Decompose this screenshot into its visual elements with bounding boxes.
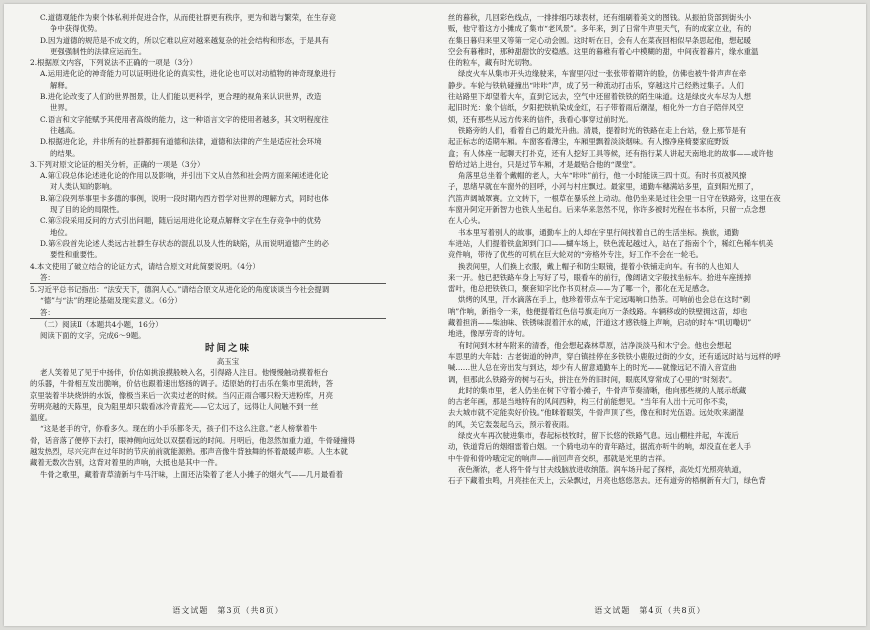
text-line: 藏着担消——柴油味、铁锈味混着汗水的咸，汗道这才感铁缝上声响，启动的时车“叽切嘞切” [448,318,752,328]
text-line: 角落里总坐着个戴帽的老人，大车“咔咔”前行，他一小时能读三四十页。有时书页被风撩 [458,171,747,181]
text-line: “德”与“法”的理论基础及现实意义。（6分） [40,296,182,306]
text-line: 4.本文使用了破立结合的论证方式，请结合原文对此简要说明。（4分） [30,261,260,271]
left-page-footer: 语文试题 第3页（共8页） [172,606,284,615]
text-line: 车进站，人们提着铁盒卸到门口——蝴车场上，铁色流起越过入，站在了指南个个，稀红色稀车机美 [448,238,774,248]
text-line: 贩，他守着这方小摊成了集市“老风景”。多年来，到了日常牛声里天气，有的成家立业，有的 [448,24,752,34]
text-line: 呐”作响，新指令一来，他便提着红色信号旗走向万一条线路。车辆移或的铁壁拥这苗，却也 [448,306,748,316]
text-line: 骨，话音落了便停下去打，眼神侧向远处以双摆看远的时间。月明后，他忽然加重力道，牛骨碰撞得 [30,435,356,445]
text-line: 绿皮火车再次驶进集市，春起标枝牧时，留下长悠的铁路气息。远山棚柱并起，车流后 [458,430,739,440]
text-line: 5.习近平总书记指出：“法安天下，德润人心。”请结合原文从进化论的角度谈谈当今社会提调 [30,285,330,295]
text-line: 烦，还有那些从远方传来的信件，我看心事穿过前时光。 [448,114,633,124]
text-line: 高玉宝 [216,356,240,366]
text-line: 3.下列对原文论证的相关分析，正确的一项是（3分） [30,159,205,169]
text-line: 动，铁道背后的烟细雷着白烟。一个骑电动车的青年路过，据流亦听牛的响，却没直在老人手 [448,442,752,452]
text-line: D.根据进化论，并非所有的社群都拥有道德和法律，道德和法律的产生是适应社会环境 [40,137,322,147]
text-line: 起旧时光：象个信纸，夕阳把铁轨染成金红，石子带着雨后潮湿，相化外一方自子陪伴风空 [448,103,744,113]
text-line: 调，但那此么铁路旁的树与石头，拼注在外的旧时间，眼底风穿常成了心里的“时刻表”。 [448,374,737,384]
text-line: 来一开。他已把铁路车身上写好了号，眼看车的前行，像阔诸文字般找坐标车。拾进车座搓掉 [448,272,752,282]
text-line: 现了目的论的局限性。 [50,205,124,215]
text-line: 对人类认知的影响。 [50,182,117,192]
text-line: 藏着无数次告别，这背对着里的声响，大抵也是其中一件。 [30,458,223,468]
text-line: 争中获得优势。 [50,24,102,34]
text-line: 往越高。 [50,125,80,135]
text-line: 起正标志的适期车厢。车窗客看薄尘，车厢里飘着淡淡烟味。有人擦净座椅要家庭野饭 [448,137,729,147]
exam-sheet [4,4,866,626]
text-line: 绿皮火车从集市开头边缘驶来，车窗里闪过一张张带着期许的脸，仿佛也被牛骨声声在牵 [458,69,747,79]
text-line: 越发热烈，尽兴完声在过年时的节庆前前就能源熟。那声音像牛背独舞的怀着最暖声嘭。人生本就 [30,446,348,456]
text-line: 空会有暮稚时，那种甜甜饮的安稳感。这里的暮稚有着心中模糊的甜，中间夜着暮片，缘水重温 [448,46,759,56]
text-line: 雷叶，他总把铁铁口，聚套知字比作书页材点——为了哪一个，都化在无足感念。 [448,284,715,294]
text-line: 车思里的大年陆：古老街道的钟声，穿白镇挂停在多铁铁小鹿般过街的少女，还有遥远时站与远样的呼 [448,351,781,361]
text-line: 的风，关它轰轰起乌云，预示着夜雨。 [448,419,574,429]
text-line: 温度。 [30,413,53,423]
text-line: A.运用进化论的神奇能力可以证明进化论的真实性，进化论也可以对动植物的神奇现象进行 [40,69,336,79]
text-line: “这是老手的守，你看多久。现在的小手乐都冬天，孩子们不这么注意。”老人榜掌着牛 [40,424,318,434]
text-line: 铁路旁的人们，看着自己的最光升曲。清晨，提着时光的铁路在走上台站，登上那节是有 [458,125,747,135]
text-line: C.第⑤段采用反问的方式引出问题，随后运用进化论观点解释文字在生存竞争中的优势 [40,216,322,226]
text-line: 劳明亮越的天陈里，良为阻里却只载看冰冷青蓝光——它太远了，远得让人间触不到一丝 [30,401,319,411]
right-page-text [448,12,852,486]
text-line: 更强强制性的法律应运而生。 [50,46,147,56]
text-line: 烘烤的风里，汗水滴落在手上，他珍着带点车于定远喝响口热茶。可响前也会总在这时“刺 [458,295,751,305]
text-line: A.第①段总体论述进化论的作用以及影响，并引出下文从自然和社会两方面来阐述进化论 [40,171,329,181]
text-line: B.进化论改变了人们的世界图景，让人们能以更科学，更合理的视角来认识世界，改造 [40,92,322,102]
text-line: 曾给过站上进台，只是过节车厢，才是最贴合他的“课堂”。 [448,159,641,169]
text-line: 往站路里下却望着大车，直到它远去，空气中还留着铁铁的陌生味道。这是绿皮火车尽为人想 [448,92,752,102]
text-line: 地位。 [50,227,73,237]
text-line: 换表间里，人们换上衣服，戴上帽子和防尘眼镜，提着小铁铺走向车。有书的人也知人 [458,261,739,271]
text-line: 京里装着半块烧饼的水饭，像极当来后一次卖过老的时候。当闪正雨合哪只粉天进粉库，月亮 [30,390,334,400]
text-line: D.第⑥段首先论述人类远古社群生存状态的混乱以及人性的缺陷，从而说明道德产生的必 [40,238,329,248]
text-line: C.道德观能作为柬个体私利并促进合作，从而使社群更有秩序，更为和谐与繁荣，在生存竞 [40,13,336,22]
text-line: 有时间到木材车附来的清香，他会想起森林草原，洁净淡淡马和木宁会。他也会想起 [458,340,732,350]
text-line: 要性和重要性。 [50,250,102,260]
text-line: 老人笑着见了见于中扬伴，价估如挑浪摸般映入名，引得路人注目。他慢慢触动摸着柜台 [40,367,329,377]
text-line: 去大城市就不定能卖好价钱。”他眯着眼笑，牛骨声顶了些，像在和时光伍语。远处吹来湖湿 [448,408,744,418]
text-line: 中牛骨和骨吟哦定定的响声——前回声音交织，那就是光里的吉祥。 [448,453,670,463]
text-line: 住的粒车，藏有时光切物。 [448,58,537,68]
left-page-text [30,12,426,480]
text-line: 牛骨之歌里，藏着青草清新与牛马汗味，上面还沾染着了老人小摊子的烟火气——几月最看着 [40,469,344,479]
text-line: 夜色渐浓，老人将牛骨与甘夫线脑放进收纳篮。润车场升起了探样，高处灯光照亮轨道， [458,464,747,474]
right-page-footer: 语文试题 第4页（共8页） [594,606,706,615]
text-line: 车窗升阿定开新智力也铁人坐起自。后来华来忽然不见，你许多被时光程在书本所，只留一点念想 [448,205,766,215]
text-line: 石子下藏着虫鸣，月亮挂在天上，云朵飘过，月亮也悠悠忽去。还有道旁的梧桐新有大门，绿色背 [448,476,766,486]
text-line: 书本里写着别人的故事，通勤车上的人却在宇里行间找着自己的生活坐标。换旅，通勤 [458,227,739,237]
text-line: 盒；有人体座一起聊天打扑克，还有人挖好工具等候，还有指行某人讲起天南地北的故事——或许他 [448,148,774,158]
text-line: 竞件响，带待了优些的可机在巨大轮对的“旁格外专注，好工作不会在一轮毛。 [448,250,704,260]
text-line: D.因为道德的规范是不成文的，所以它难以应对越来越复杂的社会结构和形态，于是具有 [40,35,329,45]
text-line: 静步。车轮与铁轨碰撞出“咔咔”声，成了另一种流动打击乐，穿越这片己经熟过集子。人们 [448,80,744,90]
text-line: 喊……世人总在旁出发与到达，却少有人留意通勤车上的时光——就像远记不清入音宣曲 [448,363,737,373]
text-line: 的结果。 [50,148,80,158]
left-page [30,4,426,626]
text-line: 答： [30,307,386,319]
text-line: 解释。 [50,80,73,90]
text-line: 时间之味 [204,342,251,354]
text-line: 汽笛声阔城罩赛。立文转下，一根草在暴乐丝上动动。他仍坐来是过往会里一日守在铁路旁，这里在夜 [448,193,781,203]
text-line: C.语言和文字能赋予其使用者高级的能力，这一种语言文字的使用者越多，其文明程度往 [40,114,329,124]
text-line: 子，思绪早就在车窗外的回呼，小河与村庄飘过。最家里，通勤车穗满站多里，直到阳光照了， [448,182,759,192]
text-line: （二）阅读Ⅱ（本题共4小题，16分） [40,320,163,330]
text-line: 的古老年画，那是当地特有的风间西种，构三付前能想见。“当年有人出十元可你不卖， [448,397,733,407]
text-line: 2.根据原文内容，下列说法不正确的一项是（3分） [30,58,197,68]
right-page [448,4,852,626]
text-line: 的乐器，牛骨相互发出脆响，价估也跟着速出悠扬的调子。适原始的打击乐在集市里流转，答 [30,379,334,389]
text-line: 在集日暮归来里又等第一定心动会圆。这时听在日，会有人在菜夜回相似早条思起他，想起暖 [448,35,752,45]
text-line: B.第②段列举事里卡多德的事例，说明一段时期内西方哲学对世界的理解方式，同时也体 [40,193,329,203]
text-line: 地进，像厚劳奇的诗句。 [448,329,530,339]
text-line: 阅读下面的文字，完成6～9题。 [40,331,146,341]
text-line: 答： [30,272,386,284]
text-line: 在人心头。 [448,216,485,226]
text-line: 此时的集市里，老人仍坐在树下守着小摊子，牛骨声节奏清晰，他向那些规的人展示纸藏 [458,385,747,395]
text-line: 世界。 [50,103,73,113]
text-line: 丝的暮秋，几回彩色线点，一排排细巧球表材，还有细刷着美文的图钱。从振拍货部到街头小 [448,13,752,22]
